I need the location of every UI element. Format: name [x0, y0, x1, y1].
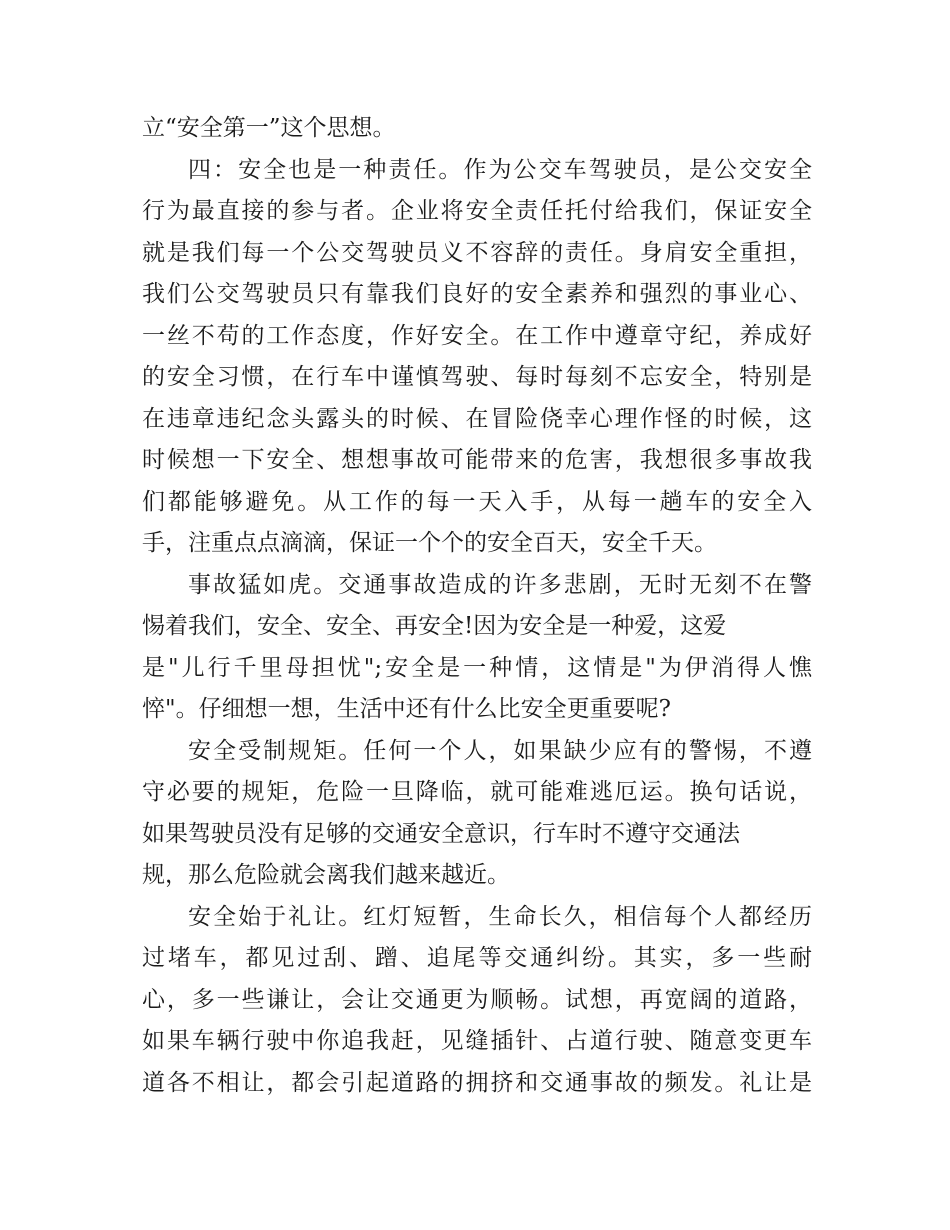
text-line: 立“安全第一”这个思想。: [142, 115, 396, 141]
text-line: 心，多一些谦让，会让交通更为顺畅。试想，再宽阔的道路，: [142, 986, 812, 1013]
text-line: 安全受制规矩。任何一个人，如果缺少应有的警惕，不遵: [188, 737, 812, 764]
text-line: 时候想一下安全、想想事故可能带来的危害，我想很多事故我: [142, 447, 812, 473]
text-line: 手，注重点点滴滴，保证一个个的安全百天，安全千天。: [142, 530, 717, 556]
text-line: 是"儿行千里母担忧";安全是一种情，这情是"为伊消得人憔: [142, 654, 812, 681]
text-line: 悴"。仔细想一想，生活中还有什么比安全更重要呢?: [142, 696, 671, 722]
text-line: 如果车辆行驶中你追我赶，见缝插针、占道行驶、随意变更车: [142, 1028, 812, 1054]
text-line: 的安全习惯，在行车中谨慎驾驶、每时每刻不忘安全，特别是: [142, 364, 812, 390]
text-line: 过堵车，都见过刮、蹭、追尾等交通纠纷。其实，多一些耐: [142, 945, 812, 971]
text-line: 惕着我们，安全、安全、再安全!因为安全是一种爱，这爱: [142, 613, 727, 639]
text-line: 安全始于礼让。红灯短暂，生命长久，相信每个人都经历: [188, 903, 812, 930]
text-line: 如果驾驶员没有足够的交通安全意识，行车时不遵守交通法: [142, 820, 740, 847]
text-line: 四：安全也是一种责任。作为公交车驾驶员，是公交安全: [188, 156, 812, 183]
document-body: [142, 108, 812, 1104]
text-line: 规，那么危险就会离我们越来越近。: [142, 862, 510, 888]
text-line: 我们公交驾驶员只有靠我们良好的安全素养和强烈的事业心、: [142, 281, 812, 307]
text-line: 一丝不苟的工作态度，作好安全。在工作中遵章守纪，养成好: [142, 322, 812, 349]
text-line: 在违章违纪念头露头的时候、在冒险侥幸心理作怪的时候，这: [142, 405, 812, 432]
text-line: 行为最直接的参与者。企业将安全责任托付给我们，保证安全: [142, 198, 812, 224]
text-line: 就是我们每一个公交驾驶员义不容辞的责任。身肩安全重担，: [142, 239, 812, 266]
text-line: 守必要的规矩，危险一旦降临，就可能难逃厄运。换句话说，: [142, 779, 812, 805]
text-line: 事故猛如虎。交通事故造成的许多悲剧，无时无刻不在警: [188, 571, 812, 598]
text-line: 道各不相让，都会引起道路的拥挤和交通事故的频发。礼让是: [142, 1069, 812, 1096]
text-line: 们都能够避免。从工作的每一天入手，从每一趟车的安全入: [142, 488, 812, 515]
